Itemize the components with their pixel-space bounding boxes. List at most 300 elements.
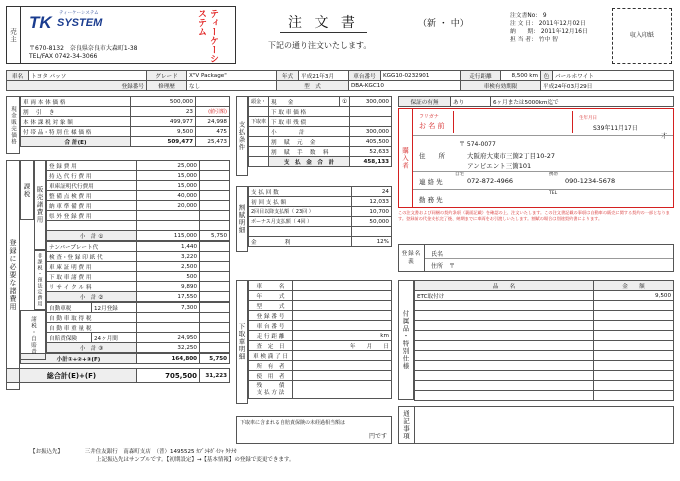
table-cell: 割 賦 元 金: [269, 137, 350, 147]
chassis-value: KGG10-0232901: [381, 71, 461, 81]
contract-notice: この注文書および同梱の契約条項（裏面記載）を確認の上、注文いたします。この注文書記載の事項は自動車の販売に関する契約の一部となります。登録前の代金支払完了後、納期までに車両をお引渡しいたします。割賦の場合は別途契約書によります。: [398, 210, 670, 221]
table-cell: 所 有 者: [249, 361, 293, 371]
table-cell: 9,500: [131, 127, 196, 137]
table-cell: [200, 272, 230, 282]
option-row: [415, 391, 674, 401]
sales-row: [21, 117, 230, 127]
table-cell: 自 動 車 取 得 税: [47, 313, 137, 323]
model-value: DBA-KGC10: [349, 81, 461, 91]
table-cell: 115,000: [137, 231, 200, 241]
table-cell: [594, 331, 674, 341]
table-cell: (値引額): [196, 107, 230, 117]
sales-total-row: [21, 137, 230, 147]
buyer-address-1: 大阪府大東市三箇2丁目10-27: [467, 152, 556, 160]
table-cell: [200, 221, 230, 231]
table-cell: [594, 371, 674, 381]
table-cell: 金 利: [249, 237, 352, 247]
table-cell: 下 取 車 諸 費 用: [47, 272, 137, 282]
order-no: 9: [542, 13, 547, 19]
table-cell: 24,998: [196, 117, 230, 127]
table-cell: [415, 301, 594, 311]
table-cell: 初 回 支 払 額: [249, 197, 352, 207]
fee-subtotal-4: [21, 354, 230, 364]
option-row: [415, 291, 674, 301]
options-block: [398, 280, 674, 401]
table-cell: [594, 311, 674, 321]
table-cell: [200, 252, 230, 262]
chassis-label: 車台番号: [349, 71, 381, 81]
guarantee-value: あり: [451, 97, 491, 107]
tradein-block: [236, 280, 392, 440]
tax-row: [47, 303, 230, 313]
table-cell: 支 払 回 数: [249, 187, 352, 197]
option-row: [415, 301, 674, 311]
option-row: [415, 381, 674, 391]
registration-section-label: 登録名義: [399, 245, 425, 271]
tax-row: [47, 323, 230, 333]
table-cell: 705,500: [137, 369, 200, 383]
mobile-label: 携帯: [549, 172, 558, 177]
new-option: （新: [418, 19, 437, 29]
bank-line-2: 上記振込先はサンプルです。【初期設定】→【基本情報】の登録で変更できます。: [96, 457, 295, 463]
seller-block: [6, 6, 236, 64]
payment-row: [249, 147, 392, 157]
table-cell: 金 額: [594, 281, 674, 291]
table-cell: 15,000: [137, 171, 200, 181]
tax-row: [47, 333, 230, 343]
year-label: 年式: [277, 71, 299, 81]
company-name-vertical: ティーケーシステム: [196, 9, 218, 63]
table-cell: [293, 361, 392, 371]
installment-row: [249, 207, 392, 217]
buyer-section-label: 購入者: [399, 109, 413, 207]
document-subtitle: 下記の通り注文いたします。: [268, 41, 372, 50]
tradein-row: [249, 281, 392, 291]
installment-row: [249, 227, 392, 237]
table-cell: [415, 331, 594, 341]
sales-row: [21, 97, 230, 107]
table-cell: [249, 107, 269, 117]
separator: ・: [438, 19, 448, 29]
fee-row: [47, 191, 230, 201]
table-cell: [594, 361, 674, 371]
table-cell: 小 計: [269, 127, 350, 137]
buyer-divider-2: [413, 171, 673, 172]
nontax-row: [47, 262, 230, 272]
table-cell: 小 計 ③: [47, 343, 137, 353]
table-cell: 小 計 ②: [47, 292, 137, 302]
table-cell: 499,977: [131, 117, 196, 127]
installment-row: [249, 197, 392, 207]
guarantee-label: 保証の有無: [399, 97, 451, 107]
fees-block: [6, 160, 230, 383]
table-cell: [415, 381, 594, 391]
repair-value: なし: [187, 81, 277, 91]
seller-label: 売主: [7, 7, 21, 63]
table-cell: 20,000: [137, 201, 200, 211]
table-cell: 9,500: [594, 291, 674, 301]
table-cell: 52,633: [350, 147, 392, 157]
table-cell: 17,550: [137, 292, 200, 302]
table-cell: [415, 341, 594, 351]
table-cell: [415, 351, 594, 361]
buyer-divider-3: [413, 189, 673, 190]
table-cell: 5,750: [200, 231, 230, 241]
table-cell: [200, 211, 230, 221]
installment-row: [249, 217, 392, 227]
table-cell: 3,220: [137, 252, 200, 262]
table-cell: 登 録 費 用: [47, 161, 137, 171]
table-cell: [594, 301, 674, 311]
table-cell: [200, 171, 230, 181]
table-cell: [594, 381, 674, 391]
table-cell: 50,000: [352, 217, 392, 227]
table-cell: ①: [339, 97, 349, 107]
table-cell: 2,500: [137, 262, 200, 272]
nontax-row: [47, 252, 230, 262]
table-cell: [249, 157, 269, 167]
table-cell: 10,700: [352, 207, 392, 217]
table-cell: 500: [137, 272, 200, 282]
table-cell: [293, 291, 392, 301]
tax-group-label: 課税: [20, 160, 34, 220]
logo-tk: TK: [29, 13, 52, 32]
table-cell: 頭金・: [249, 97, 269, 107]
table-cell: 164,800: [137, 354, 200, 364]
tradein-row: [249, 351, 392, 361]
table-cell: [293, 351, 392, 361]
nontax-row: [47, 282, 230, 292]
table-cell: リ サ イ ク ル 料: [47, 282, 137, 292]
table-cell: 12月登録: [92, 303, 137, 313]
table-cell: [137, 313, 200, 323]
payment-row: [249, 117, 392, 127]
payment-row: [249, 107, 392, 117]
tradein-row: [249, 301, 392, 311]
delivery-date: 2011年12月16日: [540, 29, 588, 35]
tradein-row: [249, 381, 392, 399]
buyer-address-2: アンビエント三箇101: [467, 162, 532, 170]
order-date: 2011年12月02日: [538, 21, 586, 27]
mobile-phone: 090-1234-5678: [565, 177, 616, 185]
table-cell: [200, 292, 230, 302]
table-cell: 車 検 満 了 日: [249, 351, 293, 361]
options-header: [415, 281, 674, 291]
tradein-row: [249, 311, 392, 321]
table-cell: [350, 107, 392, 117]
fee-row: [47, 171, 230, 181]
table-cell: 自 動 車 重 量 税: [47, 323, 137, 333]
table-cell: [200, 343, 230, 353]
table-cell: [352, 227, 392, 237]
option-row: [415, 361, 674, 371]
table-cell: [293, 301, 392, 311]
seller-address: 〒670-8132 奈良県奈良市大森町1-38: [29, 45, 138, 52]
table-cell: 割 賦 手 数 料: [269, 147, 350, 157]
regno-label: 登録番号: [7, 81, 147, 91]
inspect-label: 車検有効期限: [461, 81, 541, 91]
registration-block: [398, 244, 674, 272]
tradein-row: [249, 321, 392, 331]
table-cell: [200, 333, 230, 343]
payment-row: [249, 127, 392, 137]
table-cell: 査 定 日: [249, 341, 293, 351]
table-cell: 500,000: [131, 97, 196, 107]
table-cell: 24: [352, 187, 392, 197]
car-name-label: 車名: [7, 71, 29, 81]
tradein-note-text: 下取車に含まれる自賠責保険の未経過相当額は: [240, 420, 346, 426]
table-cell: 31,223: [200, 369, 230, 383]
table-cell: [200, 201, 230, 211]
repair-label: 修理歴: [147, 81, 187, 91]
fee-row: [47, 211, 230, 221]
order-no-label: 注文書No：: [510, 13, 542, 19]
table-cell: 走 行 距 離: [249, 331, 293, 341]
guarantee-row: [398, 96, 674, 107]
table-cell: 県 外 登 録 費 用: [47, 211, 137, 221]
fee-row: [47, 221, 230, 231]
car-name: トヨタ パッソ: [29, 71, 147, 81]
table-cell: [249, 227, 352, 237]
tax-row: [47, 313, 230, 323]
table-cell: 25,473: [196, 137, 230, 147]
color-value: パールホワイト: [553, 71, 674, 81]
table-cell: [293, 281, 392, 291]
fees-section-label: 登録に必要な諸費用: [6, 160, 20, 390]
fee-subtotal-2: [47, 292, 230, 302]
mileage-value: 8,500 km: [501, 71, 541, 81]
used-option: 中）: [450, 19, 469, 29]
payment-section-label: 支払条件: [236, 96, 248, 176]
table-cell: 残 債 支 払 方 法: [249, 381, 293, 399]
table-cell: [137, 221, 200, 231]
table-cell: 支 払 金 合 計: [269, 157, 350, 167]
sales-row: [21, 127, 230, 137]
table-cell: 付 帯 品・特 別 仕 様 価 格: [21, 127, 131, 137]
table-cell: [293, 321, 392, 331]
tradein-section-label: 下取車明細: [236, 280, 248, 404]
inspect-value: 平成24年03月29日: [541, 81, 674, 91]
installment-row: [249, 187, 392, 197]
option-row: [415, 321, 674, 331]
table-cell: [249, 127, 269, 137]
delivery-label: 納 期：: [510, 29, 539, 35]
tradein-row: [249, 331, 392, 341]
table-cell: 本 体 課 税 対 象 額: [21, 117, 131, 127]
model-label: 型 式: [277, 81, 349, 91]
table-cell: 下取車: [249, 117, 269, 127]
bank-label: 【お振込先】: [30, 449, 64, 455]
remarks-block: [398, 406, 674, 444]
grade-value: X"V Package": [187, 71, 277, 81]
table-cell: [293, 311, 392, 321]
tradein-note: [236, 416, 392, 444]
table-cell: [415, 391, 594, 401]
bank-line-1: 三井住友銀行 南森町支店 （普）1495525 ｶﾌﾞｼｷｶﾞｲｼｬ ﾀｹﾅｶ: [84, 449, 237, 455]
table-cell: [415, 361, 594, 371]
table-cell: [594, 321, 674, 331]
table-cell: [47, 221, 137, 231]
option-row: [415, 331, 674, 341]
table-cell: [415, 311, 594, 321]
table-cell: 23: [131, 107, 196, 117]
work-tel-label: TEL: [549, 191, 558, 196]
home-phone: 072-872-4966: [467, 177, 514, 185]
table-cell: 車 台 番 号: [249, 321, 293, 331]
logo-system: SYSTEM: [57, 17, 103, 29]
table-cell: 割 引 き: [21, 107, 131, 117]
registration-zip: 〒: [449, 263, 456, 270]
table-cell: 下 取 車 残 債: [269, 117, 350, 127]
grade-label: グレード: [147, 71, 187, 81]
table-cell: [200, 323, 230, 333]
option-row: [415, 341, 674, 351]
fee-subtotal-1: [47, 231, 230, 241]
table-cell: ナンバープレート代: [47, 242, 137, 252]
guarantee-detail: 6ヶ月または5000km迄で: [491, 97, 674, 107]
options-section-label: 付属品・特別仕様: [398, 280, 414, 400]
table-cell: 32,250: [137, 343, 200, 353]
year-value: 平成21年3月: [299, 71, 349, 81]
table-cell: 持 込 代 行 費 用: [47, 171, 137, 181]
table-cell: 小計①+②+③(F): [21, 354, 137, 364]
buyer-block: [398, 108, 674, 208]
table-cell: 458,133: [350, 157, 392, 167]
work-label: 勤 務 先: [419, 196, 443, 204]
option-row: [415, 311, 674, 321]
company-logo: [29, 11, 103, 33]
table-cell: [415, 371, 594, 381]
grand-total-row: [7, 369, 230, 383]
table-cell: [196, 97, 230, 107]
table-cell: ETC取付け: [415, 291, 594, 301]
buyer-divider-1: [413, 135, 673, 136]
revenue-stamp-label: 収入印紙: [630, 32, 655, 39]
table-cell: 40,000: [137, 191, 200, 201]
table-cell: 総合計(E)+(F): [7, 369, 137, 383]
table-cell: 509,477: [131, 137, 196, 147]
table-cell: 9,890: [137, 282, 200, 292]
table-cell: 下 取 車 価 格: [269, 107, 350, 117]
buyer-name-field[interactable]: [453, 111, 573, 133]
installment-block: [236, 186, 392, 247]
logo-kana: ティーケーシステム: [59, 11, 99, 16]
table-cell: 2回目以降支払額（ 23回 ）: [249, 207, 352, 217]
table-cell: [594, 351, 674, 361]
tradein-row: [249, 291, 392, 301]
table-cell: 300,000: [350, 127, 392, 137]
fee-row: [47, 161, 230, 171]
table-cell: [200, 303, 230, 313]
table-cell: 合 計(E): [21, 137, 131, 147]
table-cell: [594, 391, 674, 401]
table-cell: 12%: [352, 237, 392, 247]
table-cell: [293, 381, 392, 399]
table-cell: 12,033: [352, 197, 392, 207]
table-cell: 車 名: [249, 281, 293, 291]
mileage-label: 走行距離: [461, 71, 501, 81]
table-cell: 型 式: [249, 301, 293, 311]
payment-row: [249, 97, 392, 107]
table-cell: [249, 147, 269, 157]
order-info: [510, 12, 610, 44]
table-cell: 年 式: [249, 291, 293, 301]
tradein-row: [249, 341, 392, 351]
sales-price-block: [6, 96, 230, 147]
table-cell: 自動車税: [47, 303, 92, 313]
nontax-group-label: 非課税・預法定費用: [34, 250, 46, 310]
remarks-section-label: 通記事項: [399, 407, 415, 443]
fee-subtotal-3: [47, 343, 230, 353]
table-cell: 年 月 日: [293, 341, 392, 351]
seller-telfax: TEL/FAX 0742-34-3066: [29, 53, 98, 60]
table-cell: [200, 191, 230, 201]
registration-divider: [425, 258, 673, 259]
table-cell: 7,300: [137, 303, 200, 313]
registration-address-label: 住所: [431, 263, 444, 270]
table-cell: 自賠責保険: [47, 333, 92, 343]
staff-name: 竹中 智: [538, 37, 558, 43]
table-cell: 300,000: [350, 97, 392, 107]
table-cell: 24ヶ月間: [92, 333, 137, 343]
payment-block: [236, 96, 392, 167]
tradein-note-unit: 円です: [368, 433, 387, 440]
table-cell: ボーナス月支払額（ 4回 ）: [249, 217, 352, 227]
nontax-row: [47, 242, 230, 252]
bank-info: [30, 448, 630, 464]
table-cell: 車庫証明代行費用: [47, 181, 137, 191]
home-label: 自宅: [455, 172, 464, 177]
agency-group-label: 販売諸費用: [34, 160, 46, 250]
option-row: [415, 371, 674, 381]
fee-row: [47, 181, 230, 191]
address-label: 住 所: [419, 152, 445, 160]
table-cell: 475: [196, 127, 230, 137]
birth-label: 生年月日: [579, 116, 597, 121]
table-cell: [137, 323, 200, 333]
table-cell: [350, 117, 392, 127]
table-cell: [200, 181, 230, 191]
tax-insurance-group-label: 諸税・自賠責: [20, 310, 46, 360]
table-cell: 品 名: [415, 281, 594, 291]
sales-row: [21, 107, 230, 117]
document-title: 注 文 書: [280, 12, 367, 33]
installment-row: [249, 237, 392, 247]
table-cell: [293, 371, 392, 381]
staff-label: 担 当 者：: [510, 37, 537, 43]
revenue-stamp-box: [612, 8, 672, 64]
table-cell: 15,000: [137, 181, 200, 191]
payment-total-row: [249, 157, 392, 167]
table-cell: [249, 137, 269, 147]
new-used-selector: [418, 16, 469, 29]
table-cell: [137, 211, 200, 221]
order-date-label: 注 文 日：: [510, 21, 537, 27]
table-cell: 登 録 番 号: [249, 311, 293, 321]
tradein-row: [249, 361, 392, 371]
tradein-row: [249, 371, 392, 381]
table-cell: 24,950: [137, 333, 200, 343]
birth-value: S39年11月17日: [593, 125, 638, 132]
table-cell: 使 用 者: [249, 371, 293, 381]
contact-label: 連 絡 先: [419, 178, 443, 186]
car-header: [6, 70, 674, 91]
table-cell: km: [293, 331, 392, 341]
registration-name-label: 氏名: [431, 251, 444, 258]
name-label: お 名 前: [419, 122, 445, 130]
table-cell: 25,000: [137, 161, 200, 171]
table-cell: 405,500: [350, 137, 392, 147]
